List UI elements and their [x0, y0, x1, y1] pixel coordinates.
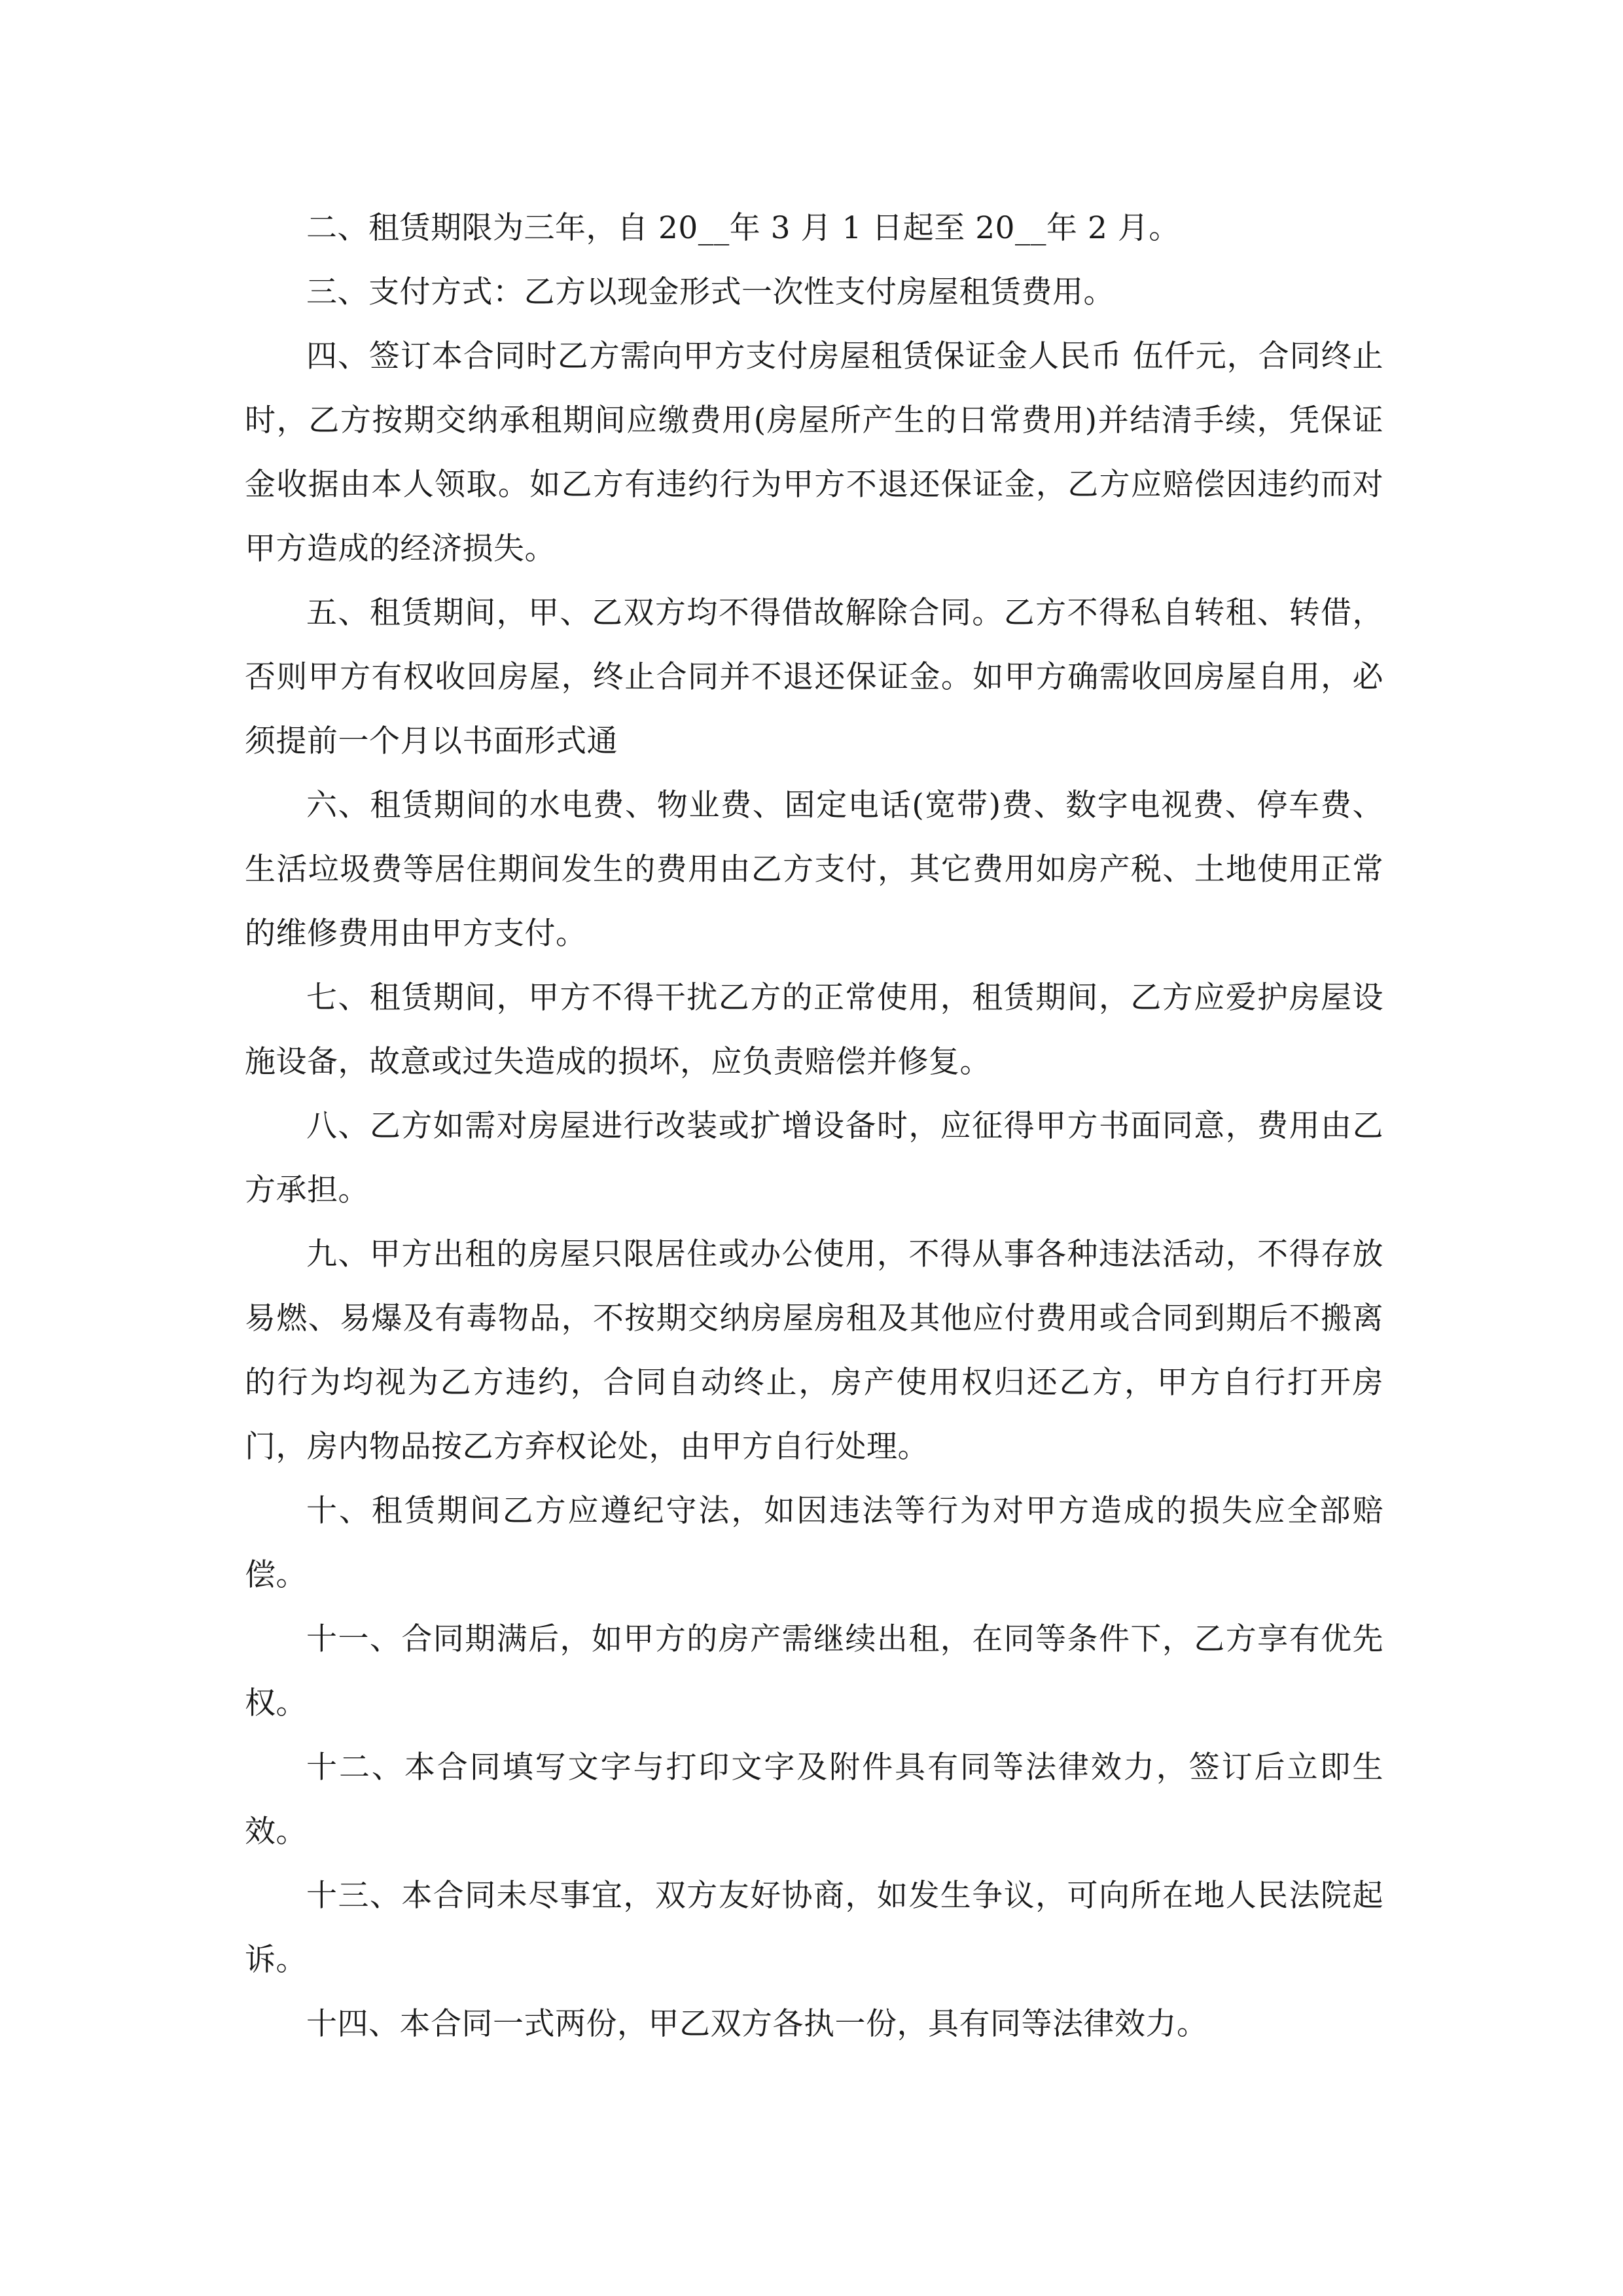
- clause-2-lease-term: 二、租赁期限为三年，自 20__年 3 月 1 日起至 20__年 2 月。: [306, 210, 1180, 246]
- clause-8-modifications: 八、乙方如需对房屋进行改装或扩增设备时，应征得甲方书面同意，费用由乙方承担。: [245, 1108, 1383, 1208]
- clause-13-disputes: 十三、本合同未尽事宜，双方友好协商，如发生争议，可向所在地人民法院起诉。: [245, 1878, 1383, 1978]
- clause-4-deposit: 四、签订本合同时乙方需向甲方支付房屋租赁保证金人民币 伍仟元，合同终止时，乙方按期交纳承租期间应缴费用(房屋所产生的日常费用)并结清手续，凭保证金收据由本人领取。如乙方有违约行为甲方不退还保证金，乙方应赔偿因违约而对甲方造成的经济损失。: [245, 338, 1383, 567]
- clause-5-termination: 五、租赁期间，甲、乙双方均不得借故解除合同。乙方不得私自转租、转借，否则甲方有权收回房屋，终止合同并不退还保证金。如甲方确需收回房屋自用，必须提前一个月以书面形式通: [245, 595, 1383, 759]
- contract-body: [245, 196, 1383, 2056]
- clause-9-permitted-use: 九、甲方出租的房屋只限居住或办公使用，不得从事各种违法活动，不得存放易燃、易爆及有毒物品，不按期交纳房屋房租及其他应付费用或合同到期后不搬离的行为均视为乙方违约，合同自动终止，房产使用权归还乙方，甲方自行打开房门，房内物品按乙方弃权论处，由甲方自行处理。: [245, 1236, 1383, 1465]
- clause-14-copies: 十四、本合同一式两份，甲乙双方各执一份，具有同等法律效力。: [306, 2006, 1208, 2042]
- clause-11-renewal-priority: 十一、合同期满后，如甲方的房产需继续出租，在同等条件下，乙方享有优先权。: [245, 1621, 1383, 1721]
- clause-3-payment-method: 三、支付方式：乙方以现金形式一次性支付房屋租赁费用。: [306, 274, 1115, 310]
- clause-12-legal-effect: 十二、本合同填写文字与打印文字及附件具有同等法律效力，签订后立即生效。: [245, 1749, 1383, 1850]
- clause-7-use-and-care: 七、租赁期间，甲方不得干扰乙方的正常使用，租赁期间，乙方应爱护房屋设施设备，故意或过失造成的损坏，应负责赔偿并修复。: [245, 980, 1383, 1080]
- clause-10-compliance: 十、租赁期间乙方应遵纪守法，如因违法等行为对甲方造成的损失应全部赔偿。: [245, 1493, 1383, 1593]
- clause-6-fees: 六、租赁期间的水电费、物业费、固定电话(宽带)费、数字电视费、停车费、生活垃圾费等居住期间发生的费用由乙方支付，其它费用如房产税、土地使用正常的维修费用由甲方支付。: [245, 787, 1383, 952]
